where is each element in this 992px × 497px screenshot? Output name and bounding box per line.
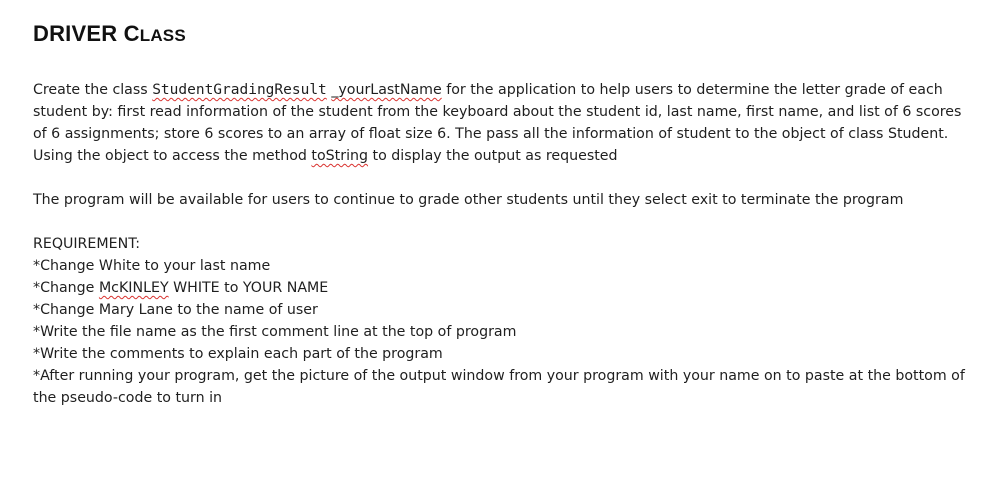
requirement-item: *After running your program, get the picture of the output window from your program with your name on to paste at the bottom of the pseudo-code to turn in <box>33 368 965 406</box>
class-name: StudentGradingResult <box>152 82 327 98</box>
requirement-item: *Change White to your last name <box>33 258 271 274</box>
method-text-start: Using the object to access the method <box>33 148 312 164</box>
document-body <box>33 79 978 409</box>
requirement-item: *Write the file name as the first comment line at the top of program <box>33 324 517 340</box>
misspelled-name: McKINLEY <box>98 280 169 296</box>
spacer <box>33 167 978 189</box>
requirement-item <box>33 277 978 299</box>
title-small-caps: LASS <box>139 26 186 45</box>
requirement-text: WHITE to YOUR NAME <box>168 280 329 296</box>
spacer <box>33 211 978 233</box>
page-title <box>33 21 186 49</box>
requirement-item: *Change Mary Lane to the name of user <box>33 302 318 318</box>
requirement-heading: REQUIREMENT: <box>33 236 141 252</box>
method-text-rest: to display the output as requested <box>368 148 618 164</box>
method-name: toString <box>311 148 369 164</box>
intro-text-start: Create the class <box>33 82 153 98</box>
intro-text-rest: for the application to help users to determine the letter grade of each student by: first read information of the student from the keyboard about the student id, last name, first name, and list of 6 scores of 6 assignments; store 6 scores to an array of float size 6. The pass all the information of student to the object of class Student. <box>33 82 962 142</box>
requirement-text: *Change <box>33 280 99 296</box>
requirement-item: *Write the comments to explain each part of the program <box>33 346 443 362</box>
title-main: DRIVER C <box>33 21 140 46</box>
continue-paragraph: The program will be available for users to continue to grade other students until they select exit to terminate the program <box>33 192 904 208</box>
class-name-suffix: _yourLastName <box>331 82 442 98</box>
method-paragraph <box>33 145 978 167</box>
intro-paragraph <box>33 79 978 145</box>
